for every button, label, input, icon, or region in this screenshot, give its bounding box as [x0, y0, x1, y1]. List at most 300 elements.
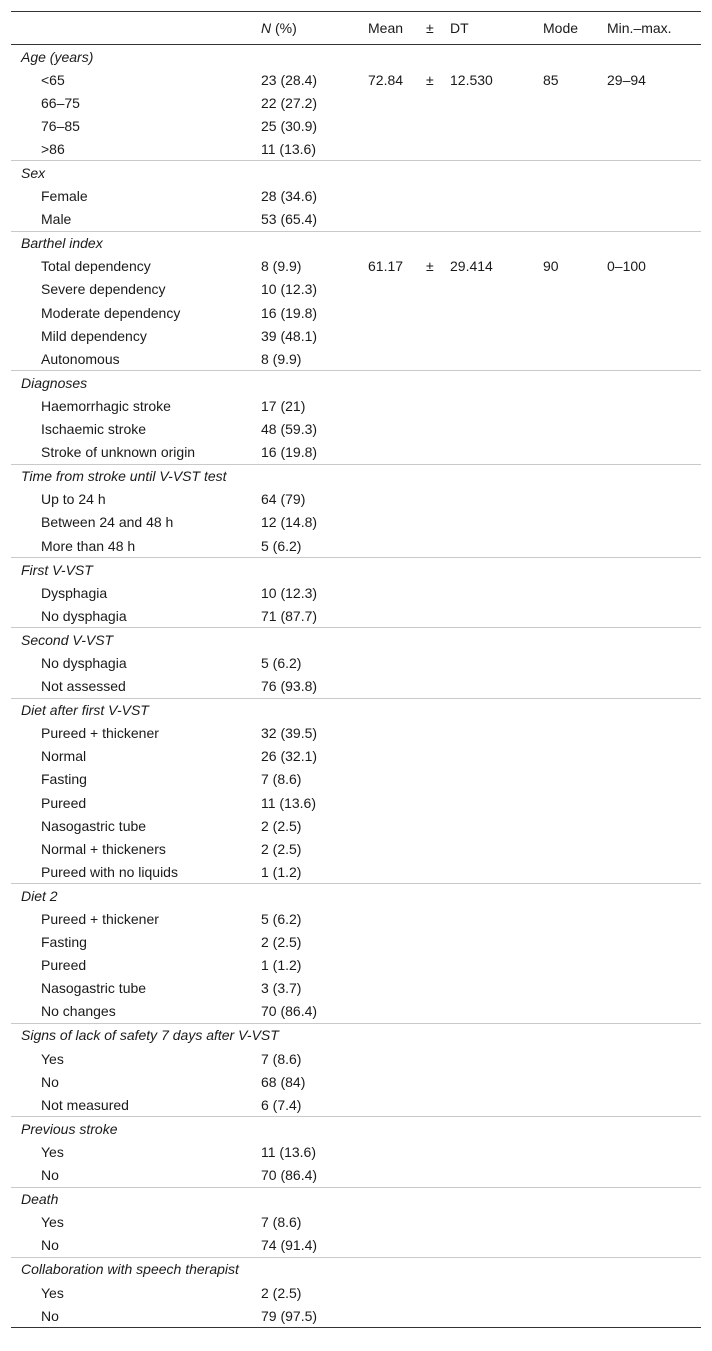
- group-title: Diagnoses: [11, 371, 251, 395]
- cell-dt: [440, 1234, 533, 1258]
- table-row: [11, 977, 701, 1000]
- group-title: Diet after first V-VST: [11, 698, 251, 722]
- empty-cell: [533, 464, 597, 488]
- cell-plus-minus: [416, 860, 440, 884]
- table-row: [11, 1164, 701, 1188]
- cell-plus-minus: [416, 1211, 440, 1234]
- cell-n-percent: 8 (9.9): [261, 350, 302, 367]
- row-label: Total dependency: [41, 258, 151, 275]
- row-label: Pureed: [41, 957, 87, 974]
- cell-plus-minus: [416, 301, 440, 324]
- cell-n-percent: 16 (19.8): [261, 304, 318, 321]
- cell-dt: [440, 1304, 533, 1328]
- cell-n-percent: 5 (6.2): [261, 654, 302, 671]
- cell-plus-minus: ±: [426, 71, 434, 88]
- cell-plus-minus: [416, 931, 440, 954]
- cell-n-percent: 11 (13.6): [261, 794, 316, 811]
- table-header: [11, 12, 701, 45]
- empty-cell: [597, 371, 701, 395]
- group-header-row: [11, 371, 701, 395]
- cell-mean: [358, 114, 416, 137]
- cell-mode: [533, 418, 597, 441]
- cell-mean: [358, 745, 416, 768]
- cell-dt: [440, 1211, 533, 1234]
- cell-min-max: [597, 745, 701, 768]
- cell-mode: [533, 394, 597, 417]
- group-title: Previous stroke: [11, 1117, 251, 1141]
- empty-cell: [416, 231, 440, 255]
- cell-mean: [358, 1281, 416, 1304]
- empty-cell: [597, 558, 701, 582]
- cell-mode: [533, 722, 597, 745]
- empty-cell: [533, 1257, 597, 1281]
- cell-mode: [533, 1093, 597, 1117]
- cell-min-max: [597, 581, 701, 604]
- table-row: [11, 814, 701, 837]
- empty-cell: [440, 45, 533, 69]
- cell-dt: [440, 441, 533, 465]
- group-title: Second V-VST: [11, 628, 251, 652]
- cell-mode: [533, 324, 597, 347]
- empty-cell: [597, 698, 701, 722]
- cell-mode: [533, 745, 597, 768]
- cell-mode: [533, 814, 597, 837]
- cell-min-max: [597, 651, 701, 674]
- row-label: Dysphagia: [41, 584, 108, 601]
- cell-min-max: [597, 208, 701, 232]
- cell-dt: [440, 488, 533, 511]
- cell-mode: [533, 534, 597, 558]
- empty-cell: [358, 45, 416, 69]
- cell-mode: [533, 954, 597, 977]
- cell-n-percent: 2 (2.5): [261, 840, 302, 857]
- empty-cell: [597, 1023, 701, 1047]
- row-label: Autonomous: [41, 350, 120, 367]
- empty-cell: [597, 628, 701, 652]
- cell-n-percent: 2 (2.5): [261, 1284, 302, 1301]
- empty-cell: [597, 161, 701, 185]
- row-label: No: [41, 1167, 59, 1184]
- empty-cell: [597, 1117, 701, 1141]
- empty-cell: [416, 45, 440, 69]
- cell-min-max: [597, 977, 701, 1000]
- empty-cell: [440, 1023, 533, 1047]
- cell-plus-minus: [416, 1070, 440, 1093]
- empty-cell: [597, 45, 701, 69]
- empty-cell: [358, 231, 416, 255]
- row-label: Stroke of unknown origin: [41, 444, 196, 461]
- table-row: [11, 347, 701, 371]
- cell-mode: [533, 907, 597, 930]
- empty-cell: [533, 698, 597, 722]
- cell-mean: [358, 1000, 416, 1024]
- empty-cell: [251, 698, 358, 722]
- row-label: 66–75: [41, 94, 80, 111]
- empty-cell: [533, 558, 597, 582]
- empty-cell: [251, 558, 358, 582]
- empty-cell: [416, 371, 440, 395]
- cell-dt: [440, 768, 533, 791]
- empty-cell: [251, 1117, 358, 1141]
- cell-dt: [440, 394, 533, 417]
- empty-cell: [358, 1023, 416, 1047]
- cell-min-max: [597, 1093, 701, 1117]
- cell-n-percent: 1 (1.2): [261, 957, 302, 974]
- cell-n-percent: 11 (13.6): [261, 1143, 316, 1160]
- cell-plus-minus: ±: [426, 258, 434, 275]
- row-label: No: [41, 1237, 59, 1254]
- cell-dt: [440, 534, 533, 558]
- table-row: [11, 1304, 701, 1328]
- cell-mode: [533, 651, 597, 674]
- table-row: [11, 1140, 701, 1163]
- row-label: No dysphagia: [41, 607, 127, 624]
- empty-cell: [251, 1257, 358, 1281]
- cell-n-percent: 6 (7.4): [261, 1096, 302, 1113]
- cell-dt: [440, 114, 533, 137]
- table-row: [11, 931, 701, 954]
- row-label: Nasogastric tube: [41, 980, 147, 997]
- cell-min-max: [597, 394, 701, 417]
- cell-dt: [440, 860, 533, 884]
- empty-cell: [416, 1023, 440, 1047]
- empty-cell: [533, 884, 597, 908]
- group-header-row: [11, 1187, 701, 1211]
- cell-min-max: [597, 1000, 701, 1024]
- row-label: No: [41, 1307, 59, 1324]
- group-title: Diet 2: [11, 884, 251, 908]
- empty-cell: [597, 1187, 701, 1211]
- cell-n-percent: 5 (6.2): [261, 911, 302, 928]
- cell-mean: [358, 185, 416, 208]
- header-n-italic: N: [261, 20, 272, 36]
- cell-n-percent: 7 (8.6): [261, 1214, 302, 1231]
- cell-mean: [358, 954, 416, 977]
- header-n-percent: [251, 12, 358, 45]
- row-label: Moderate dependency: [41, 304, 181, 321]
- cell-mean: [358, 208, 416, 232]
- empty-cell: [440, 371, 533, 395]
- empty-cell: [358, 558, 416, 582]
- empty-cell: [251, 161, 358, 185]
- cell-mean: [358, 347, 416, 371]
- cell-mode: [533, 1070, 597, 1093]
- cell-n-percent: 11 (13.6): [261, 140, 316, 157]
- group-header-row: [11, 558, 701, 582]
- cell-mean: 72.84: [368, 71, 404, 88]
- cell-mode: [533, 278, 597, 301]
- row-label: 76–85: [41, 117, 80, 134]
- cell-n-percent: 25 (30.9): [261, 117, 318, 134]
- empty-cell: [533, 45, 597, 69]
- empty-cell: [251, 884, 358, 908]
- cell-min-max: [597, 114, 701, 137]
- table-row: [11, 208, 701, 232]
- empty-cell: [416, 464, 440, 488]
- row-label: Between 24 and 48 h: [41, 514, 174, 531]
- row-label: No: [41, 1073, 59, 1090]
- cell-n-percent: 7 (8.6): [261, 1050, 302, 1067]
- cell-n-percent: 22 (27.2): [261, 94, 318, 111]
- group-header-row: [11, 1023, 701, 1047]
- empty-cell: [533, 1187, 597, 1211]
- cell-min-max: [597, 137, 701, 161]
- table-row: [11, 860, 701, 884]
- cell-dt: [440, 301, 533, 324]
- cell-mean: [358, 137, 416, 161]
- cell-n-percent: 12 (14.8): [261, 514, 318, 531]
- cell-n-percent: 70 (86.4): [261, 1003, 318, 1020]
- cell-plus-minus: [416, 954, 440, 977]
- empty-cell: [440, 558, 533, 582]
- empty-cell: [358, 1187, 416, 1211]
- empty-cell: [440, 1117, 533, 1141]
- group-title: Age (years): [21, 48, 94, 65]
- row-label: <65: [41, 71, 65, 88]
- cell-mode: [533, 1000, 597, 1024]
- cell-min-max: [597, 954, 701, 977]
- cell-min-max: [597, 185, 701, 208]
- row-label: Normal + thickeners: [41, 840, 166, 857]
- cell-min-max: [597, 722, 701, 745]
- row-label: Ischaemic stroke: [41, 421, 147, 438]
- cell-dt: [440, 1070, 533, 1093]
- cell-mode: [533, 768, 597, 791]
- header-row: [11, 12, 701, 45]
- table-row: [11, 511, 701, 534]
- row-label: Female: [41, 188, 88, 205]
- cell-dt: [440, 954, 533, 977]
- cell-mean: [358, 534, 416, 558]
- cell-mode: [533, 1304, 597, 1328]
- cell-mode: [533, 1164, 597, 1188]
- empty-cell: [440, 161, 533, 185]
- header-min-max: Min.–max.: [597, 12, 701, 45]
- group-header-row: [11, 884, 701, 908]
- cell-mean: [358, 675, 416, 699]
- empty-cell: [440, 698, 533, 722]
- cell-dt: [440, 791, 533, 814]
- group-title: Collaboration with speech therapist: [11, 1257, 251, 1281]
- cell-mean: [358, 581, 416, 604]
- cell-min-max: [597, 675, 701, 699]
- cell-plus-minus: [416, 604, 440, 628]
- cell-min-max: [597, 324, 701, 347]
- table-row: [11, 185, 701, 208]
- cell-dt: [440, 604, 533, 628]
- cell-plus-minus: [416, 1047, 440, 1070]
- cell-mean: [358, 394, 416, 417]
- cell-plus-minus: [416, 137, 440, 161]
- cell-dt: [440, 931, 533, 954]
- cell-mode: [533, 791, 597, 814]
- header-variable: [11, 12, 251, 45]
- cell-mean: [358, 324, 416, 347]
- row-label: >86: [41, 140, 65, 157]
- table-row: [11, 837, 701, 860]
- cell-plus-minus: [416, 394, 440, 417]
- cell-mode: [533, 1281, 597, 1304]
- empty-cell: [440, 231, 533, 255]
- cell-n-percent: 48 (59.3): [261, 421, 318, 438]
- cell-plus-minus: [416, 768, 440, 791]
- empty-cell: [440, 1257, 533, 1281]
- empty-cell: [251, 628, 358, 652]
- cell-dt: [440, 347, 533, 371]
- cell-min-max: [597, 278, 701, 301]
- row-label: Pureed + thickener: [41, 911, 159, 928]
- cell-plus-minus: [416, 185, 440, 208]
- cell-dt: [440, 1164, 533, 1188]
- row-label: Not assessed: [41, 678, 126, 695]
- cell-mean: [358, 441, 416, 465]
- table-row: [11, 1070, 701, 1093]
- header-plus-minus: ±: [416, 12, 440, 45]
- group-title: Signs of lack of safety 7 days after V-VST: [11, 1023, 251, 1047]
- row-label: No changes: [41, 1003, 116, 1020]
- group-header-row: [11, 1117, 701, 1141]
- cell-dt: [440, 1281, 533, 1304]
- empty-cell: [416, 628, 440, 652]
- group-title: Barthel index: [11, 231, 251, 255]
- cell-plus-minus: [416, 114, 440, 137]
- cell-mean: [358, 651, 416, 674]
- row-label: More than 48 h: [41, 537, 136, 554]
- group-title: Sex: [11, 161, 251, 185]
- cell-n-percent: 26 (32.1): [261, 748, 318, 765]
- table-row: [11, 418, 701, 441]
- cell-dt: [440, 324, 533, 347]
- cell-mean: [358, 604, 416, 628]
- cell-dt: [440, 814, 533, 837]
- cell-mode: [533, 1140, 597, 1163]
- row-label: Not measured: [41, 1096, 129, 1113]
- empty-cell: [533, 161, 597, 185]
- cell-min-max: [597, 1164, 701, 1188]
- empty-cell: [440, 628, 533, 652]
- cell-mode: [533, 208, 597, 232]
- empty-cell: [358, 628, 416, 652]
- table-row: [11, 1234, 701, 1258]
- empty-cell: [416, 1117, 440, 1141]
- cell-plus-minus: [416, 1164, 440, 1188]
- cell-min-max: 29–94: [607, 71, 646, 88]
- cell-plus-minus: [416, 977, 440, 1000]
- cell-dt: [440, 278, 533, 301]
- cell-n-percent: 79 (97.5): [261, 1307, 318, 1324]
- row-label: Fasting: [41, 934, 87, 951]
- empty-cell: [358, 884, 416, 908]
- row-label: Severe dependency: [41, 281, 166, 298]
- row-label: Fasting: [41, 771, 87, 788]
- cell-mode: [533, 511, 597, 534]
- cell-mean: [358, 1304, 416, 1328]
- row-label: Pureed with no liquids: [41, 863, 178, 880]
- empty-cell: [416, 1187, 440, 1211]
- table-row: [11, 745, 701, 768]
- empty-cell: [533, 628, 597, 652]
- row-label: Yes: [41, 1214, 64, 1231]
- cell-mean: [358, 722, 416, 745]
- empty-cell: [251, 371, 358, 395]
- cell-min-max: [597, 1211, 701, 1234]
- cell-plus-minus: [416, 324, 440, 347]
- cell-mode: [533, 604, 597, 628]
- row-label: Pureed: [41, 794, 87, 811]
- cell-dt: [440, 722, 533, 745]
- cell-mode: [533, 675, 597, 699]
- cell-mean: [358, 977, 416, 1000]
- empty-cell: [533, 1117, 597, 1141]
- table-row: [11, 91, 701, 114]
- cell-mode: [533, 1234, 597, 1258]
- cell-mode: [533, 581, 597, 604]
- cell-mode: 90: [543, 258, 559, 275]
- cell-plus-minus: [416, 347, 440, 371]
- cell-mean: [358, 791, 416, 814]
- cell-mean: [358, 1164, 416, 1188]
- cell-mode: [533, 114, 597, 137]
- cell-dt: [440, 837, 533, 860]
- empty-cell: [533, 231, 597, 255]
- cell-min-max: [597, 301, 701, 324]
- cell-mean: [358, 768, 416, 791]
- cell-plus-minus: [416, 1304, 440, 1328]
- cell-dt: [440, 1140, 533, 1163]
- cell-plus-minus: [416, 791, 440, 814]
- row-label: Up to 24 h: [41, 491, 106, 508]
- table-row: [11, 675, 701, 699]
- group-title: Time from stroke until V-VST test: [11, 464, 251, 488]
- cell-min-max: [597, 1281, 701, 1304]
- group-header-row: [11, 161, 701, 185]
- cell-min-max: [597, 791, 701, 814]
- cell-n-percent: 76 (93.8): [261, 678, 318, 695]
- group-header-row: [11, 1257, 701, 1281]
- header-mode: Mode: [533, 12, 597, 45]
- cell-min-max: [597, 534, 701, 558]
- empty-cell: [416, 1257, 440, 1281]
- cell-n-percent: 8 (9.9): [261, 258, 302, 275]
- table-body: [11, 45, 701, 1328]
- cell-min-max: [597, 418, 701, 441]
- table-row: [11, 324, 701, 347]
- empty-cell: [358, 698, 416, 722]
- cell-mode: [533, 977, 597, 1000]
- table-row: [11, 651, 701, 674]
- table-row: [11, 301, 701, 324]
- empty-cell: [597, 464, 701, 488]
- cell-plus-minus: [416, 278, 440, 301]
- cell-plus-minus: [416, 418, 440, 441]
- table-row: [11, 394, 701, 417]
- empty-cell: [416, 558, 440, 582]
- cell-mode: [533, 837, 597, 860]
- cell-min-max: 0–100: [607, 258, 646, 275]
- table-container: [11, 11, 701, 1328]
- cell-mode: [533, 1047, 597, 1070]
- cell-plus-minus: [416, 441, 440, 465]
- table-row: [11, 68, 701, 91]
- cell-plus-minus: [416, 488, 440, 511]
- cell-plus-minus: [416, 534, 440, 558]
- table-row: [11, 1093, 701, 1117]
- row-label: Nasogastric tube: [41, 817, 147, 834]
- table-row: [11, 1281, 701, 1304]
- empty-cell: [251, 231, 358, 255]
- cell-dt: [440, 651, 533, 674]
- cell-plus-minus: [416, 907, 440, 930]
